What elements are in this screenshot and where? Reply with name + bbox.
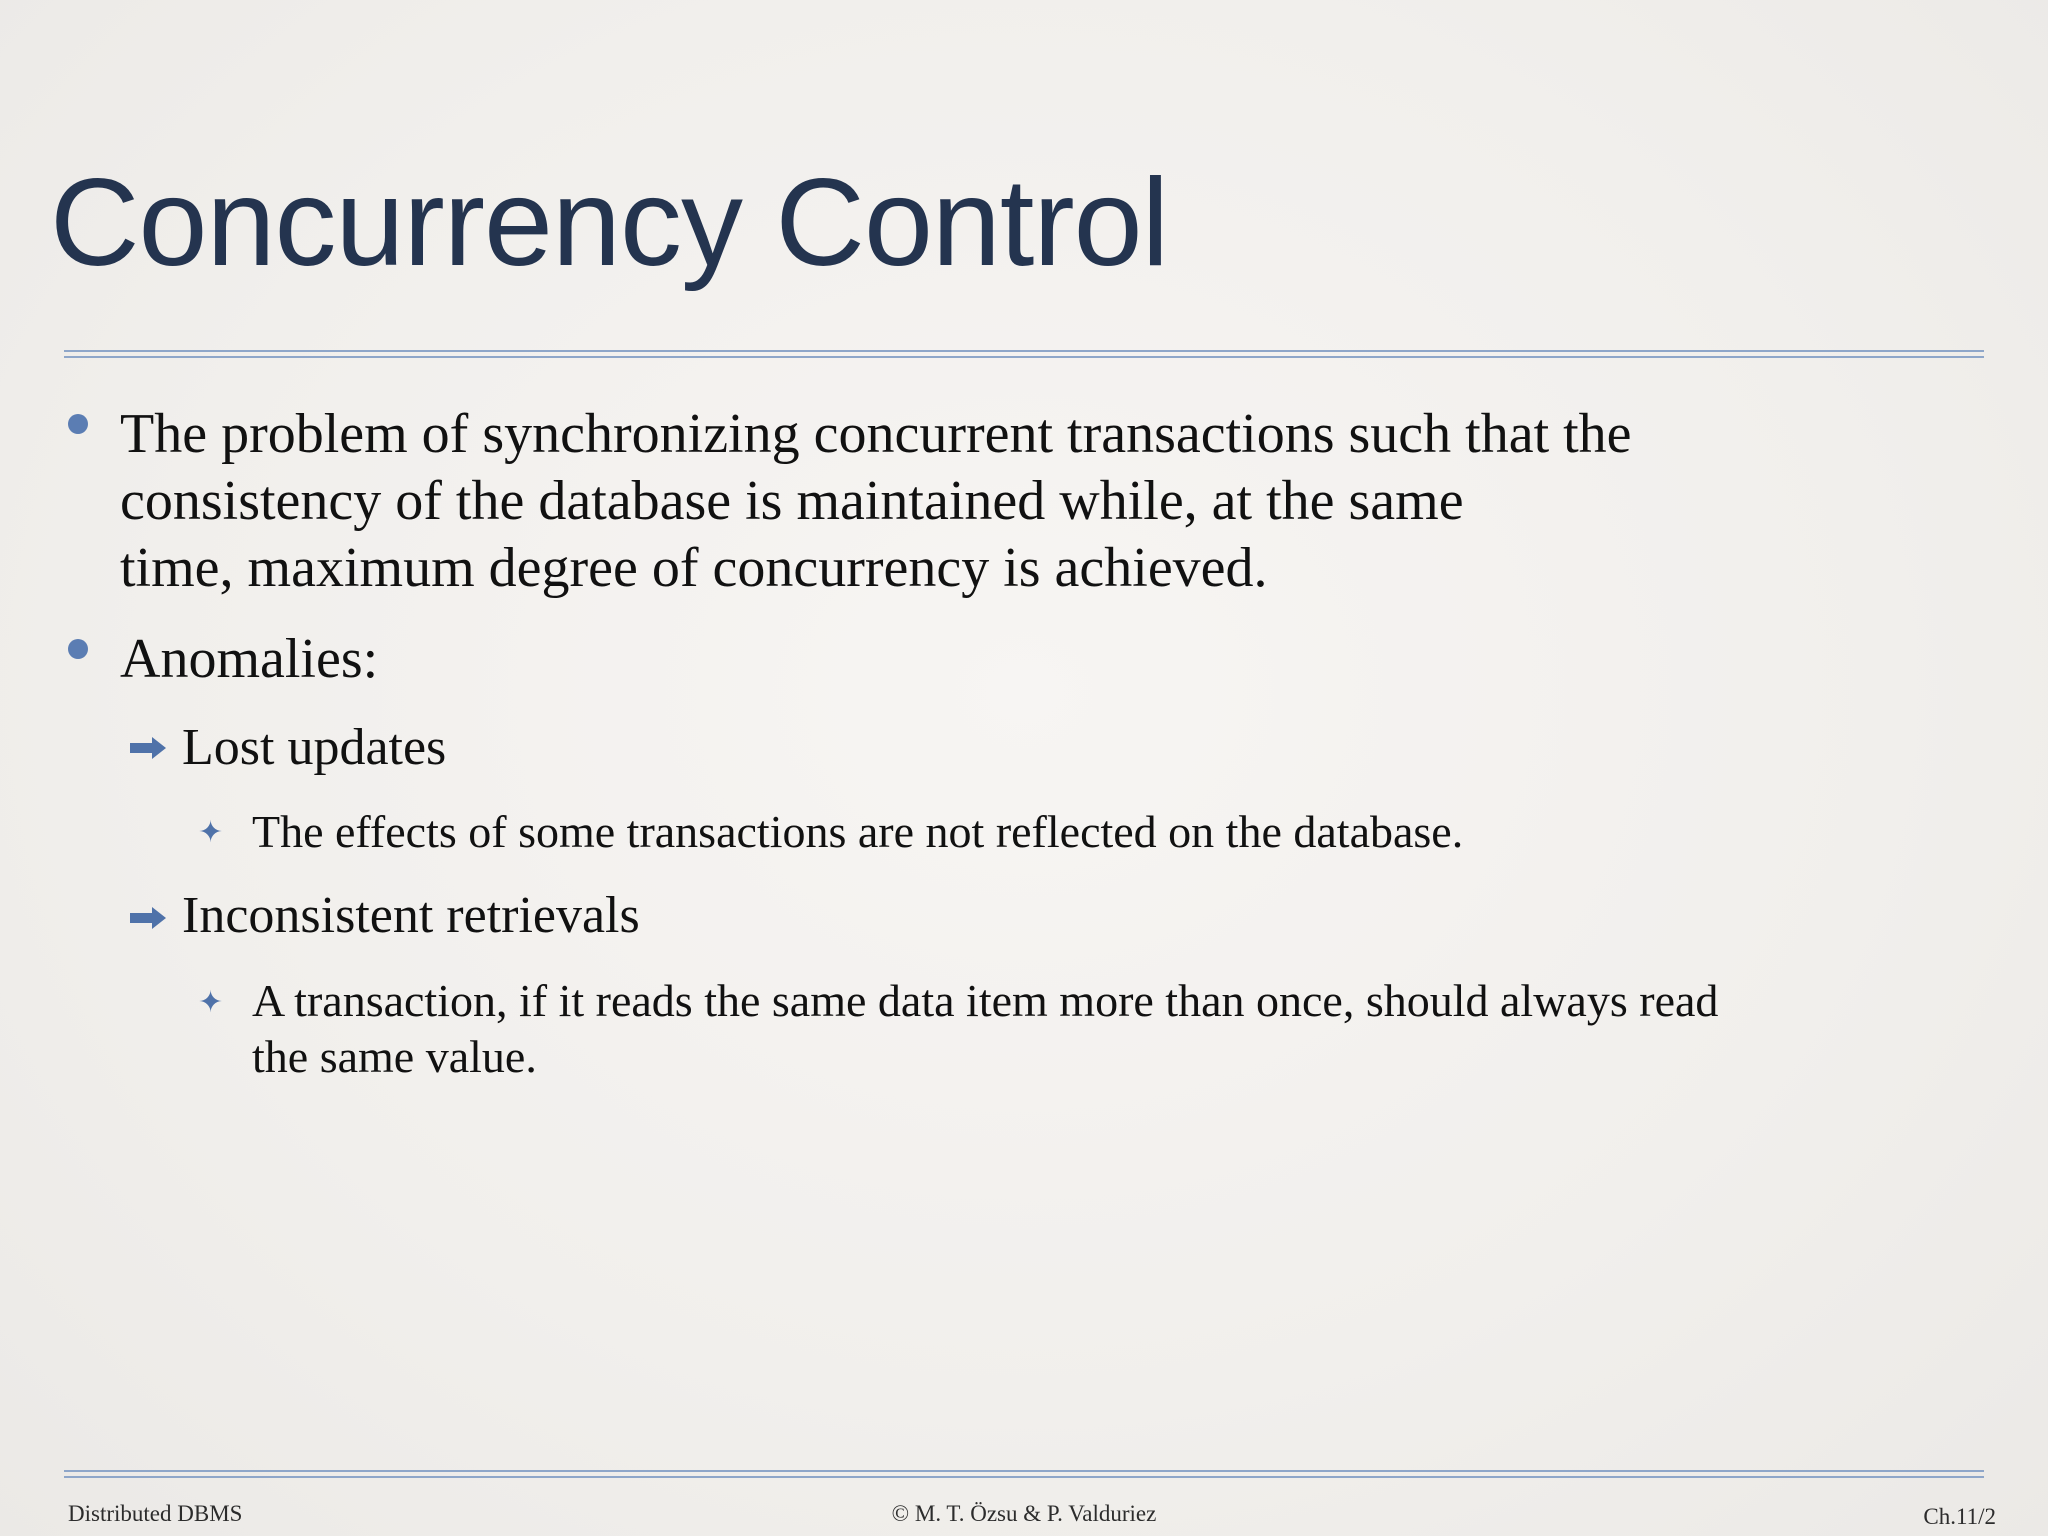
sub-sub-item [252, 973, 1718, 1085]
bullet-line: consistency of the database is maintained while, at the same [120, 470, 1464, 532]
sub-item: Lost updates [182, 719, 447, 776]
footer-page-number: Ch.11/2 [1923, 1504, 1996, 1529]
bullet-line: The problem of synchronizing concurrent transactions such that the [120, 403, 1632, 465]
sub-sub-item-line: the same value. [252, 1031, 537, 1082]
right-arrow-icon [128, 906, 168, 930]
sub-sub-item-line: A transaction, if it reads the same data item more than once, should always read [252, 975, 1719, 1026]
bullet-item [120, 401, 1632, 602]
slide-title: Concurrency Control [50, 154, 1169, 292]
bullet-line: time, maximum degree of concurrency is achieved. [120, 537, 1268, 599]
footer-divider [64, 1470, 1984, 1478]
footer-course: Distributed DBMS [68, 1501, 243, 1526]
footer-copyright: © M. T. Özsu & P. Valduriez [891, 1501, 1157, 1526]
four-pointed-star-icon: ✦ [198, 985, 224, 1020]
sub-item: Inconsistent retrievals [182, 887, 640, 944]
bullet-item: Anomalies: [120, 628, 379, 690]
bullet-dot-icon [68, 639, 88, 659]
four-pointed-star-icon: ✦ [198, 815, 224, 850]
sub-sub-item: The effects of some transactions are not reflected on the database. [252, 806, 1464, 857]
bullet-dot-icon [68, 414, 88, 434]
right-arrow-icon [128, 736, 168, 760]
